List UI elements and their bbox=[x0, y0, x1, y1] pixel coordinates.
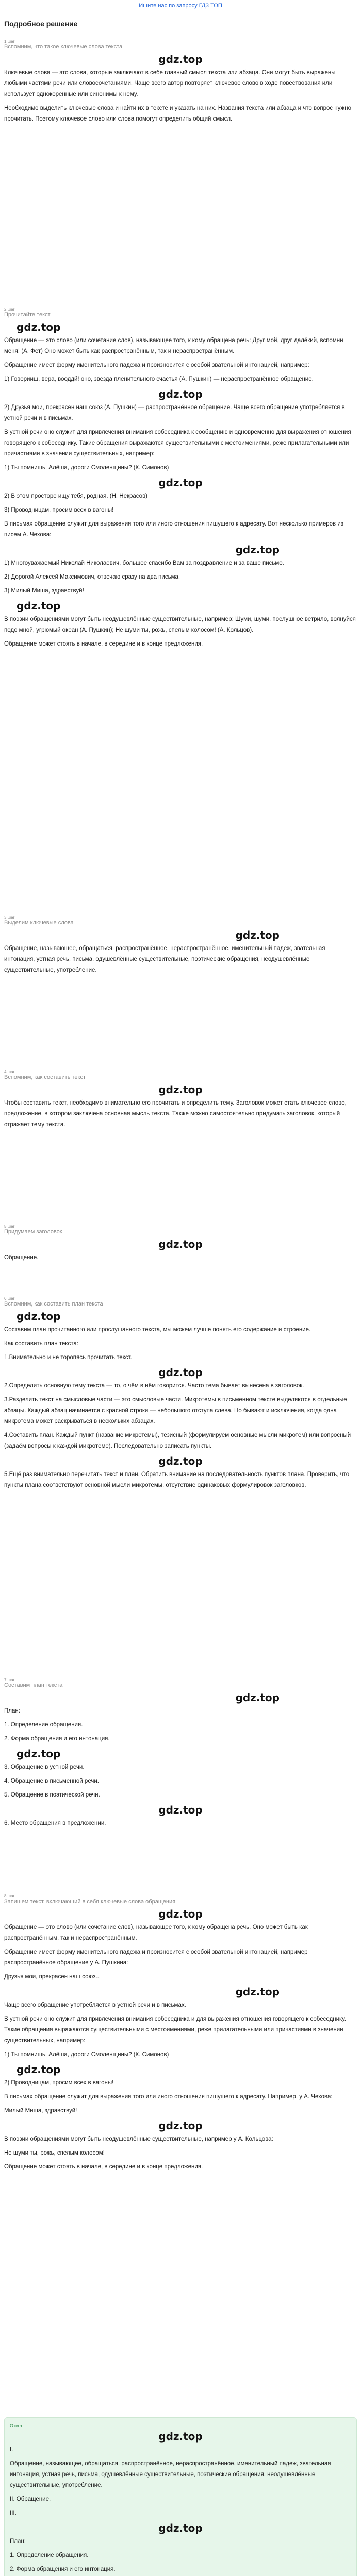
step-block bbox=[4, 301, 357, 909]
step-label: 3 шаг bbox=[4, 915, 15, 920]
step-paragraph: В устной речи оно служит для привлечения внимания собеседника и для выражения отношения говорящего к собеседнику. Такие обращения выражаются существительными с местоимениями, реже прилагательными или причастиями в значении существительных, например: bbox=[4, 2016, 346, 2044]
answer-paragraph: 1. Определение обращения. bbox=[10, 2552, 89, 2558]
step-paragraph: В поэзии обращениями могут быть неодушевлённые существительные, например: Шуми, шуми, послушное ветрило, волнуйся подо мной, угрюмый океан (А. Пушкин); Не шуми ты, рожь, спелым колосом! (А. Кольцов). bbox=[4, 616, 356, 633]
step-paragraph: В письмах обращение служит для выражения того или иного отношения пишущего к адресату. Вот несколько примеров из писем А. Чехова: bbox=[4, 521, 344, 538]
answer-paragraph: III. bbox=[10, 2510, 17, 2516]
watermark: gdz.top bbox=[17, 1310, 61, 1323]
step-paragraph: 1.Внимательно и не торопясь прочитать текст. bbox=[4, 1354, 132, 1361]
step-paragraph: Чтобы составить текст, необходимо внимательно его прочитать и определить тему. Заголовок может стать ключевое слово, предложение, в котором заключена основная мысль текста. Также можно самостоятельно придумать заголовок, который отражает тему текста. bbox=[4, 1100, 347, 1128]
watermark: gdz.top bbox=[158, 477, 203, 489]
step-description: Прочитайте текст bbox=[4, 312, 51, 318]
answer-paragraph: I. bbox=[10, 2447, 13, 2453]
step-paragraph: Обращение. bbox=[4, 1255, 39, 1261]
step-paragraph: Милый Миша, здравствуй! bbox=[4, 2108, 77, 2114]
answer-box bbox=[4, 2417, 357, 2576]
answer-paragraph: Обращение, называющее, обращаться, распространённое, нераспространённое, именительный падеж, звательная интонация, устная речь, письма, одушевлённые существительные, поэтические обращения, неодушевлённые существительные, употребление. bbox=[10, 2461, 331, 2488]
step-block bbox=[4, 1218, 357, 1290]
step-paragraph: 6. Место обращения в предложении. bbox=[4, 1820, 106, 1826]
watermark: gdz.top bbox=[158, 1083, 203, 1096]
step-paragraph: 4. Обращение в письменной речи. bbox=[4, 1778, 99, 1784]
watermark: gdz.top bbox=[158, 1908, 203, 1920]
answer-badge: Ответ bbox=[10, 2423, 23, 2428]
step-paragraph: В поэзии обращениями могут быть неодушевлённые существительные, например у А. Кольцова: bbox=[4, 2136, 273, 2142]
answer-paragraph: II. Обращение. bbox=[10, 2496, 51, 2502]
step-label: 7 шаг bbox=[4, 1677, 15, 1682]
step-paragraph: В устной речи оно служит для привлечения внимания собеседника к сообщению и одновременно для выражения отношения говорящего к собеседнику. Такие обращения выражаются существительными с местоимениями, реже прилагательными или причастиями в значении существительных, например: bbox=[4, 429, 351, 457]
solution-content bbox=[4, 33, 357, 2576]
solution-page bbox=[0, 11, 361, 2576]
watermark: gdz.top bbox=[158, 53, 203, 65]
step-block bbox=[4, 1671, 357, 1888]
watermark: gdz.top bbox=[235, 1691, 280, 1704]
step-paragraph: 3) Милый Миша, здравствуй! bbox=[4, 588, 84, 594]
step-paragraph: 1. Определение обращения. bbox=[4, 1722, 83, 1728]
step-description: Вспомним, что такое ключевые слова текста bbox=[4, 44, 123, 50]
search-hint-link[interactable]: Ищите нас по запросу ГДЗ ТОП bbox=[139, 2, 222, 9]
step-label: 4 шаг bbox=[4, 1070, 15, 1074]
step-paragraph: 3.Разделить текст на смысловые части — это смысловые части. Микротемы в письменном тексте выделяются в отдельные абзацы. Каждый абзац начинается с красной строки — небольшого отступа слева. Но бывают и исключения, когда одна микротема может раскрываться в нескольких абзацах. bbox=[4, 1397, 347, 1425]
watermark: gdz.top bbox=[158, 1238, 203, 1250]
step-block bbox=[4, 33, 357, 301]
step-paragraph: Обращение имеет форму именительного падежа и произносится с особой звательной интонацией, например: bbox=[4, 362, 309, 368]
step-paragraph: В письмах обращение служит для выражения того или иного отношения пишущего к адресату. Например, у А. Чехова: bbox=[4, 2094, 333, 2100]
step-paragraph: 2. Форма обращения и его интонация. bbox=[4, 1736, 110, 1742]
watermark: gdz.top bbox=[158, 2430, 203, 2443]
watermark: gdz.top bbox=[235, 929, 280, 941]
step-description: Запишем текст, включающий в себя ключевые слова обращения bbox=[4, 1899, 176, 1905]
step-description: Вспомним, как составить текст bbox=[4, 1074, 86, 1080]
step-block bbox=[4, 1290, 357, 1671]
step-paragraph: Обращение, называющее, обращаться, распространённое, нераспространённое, именительный падеж, звательная интонация, устная речь, письма, одушевлённые существительные, поэтические обращения, неодушевлённые существительные, употребление. bbox=[4, 945, 325, 973]
step-paragraph: 1) Говорииш, вера, вооддй! оно, звезда пленительного счастья (А. Пушкин) — нераспространённое обращение. bbox=[4, 376, 314, 382]
step-label: 6 шаг bbox=[4, 1296, 15, 1301]
watermark: gdz.top bbox=[158, 2522, 203, 2534]
step-paragraph: 3. Обращение в устной речи. bbox=[4, 1764, 85, 1770]
step-paragraph: Обращение может стоять в начале, в середине и в конце предложения. bbox=[4, 2164, 203, 2170]
step-block bbox=[4, 1063, 357, 1218]
watermark: gdz.top bbox=[17, 2063, 61, 2076]
step-paragraph: Обращение может стоять в начале, в середине и в конце предложения. bbox=[4, 641, 203, 647]
top-search-banner bbox=[0, 0, 361, 11]
step-paragraph: 3) Проводницам, просим всех в вагоны! bbox=[4, 507, 114, 513]
page-title: Подробное решение bbox=[4, 20, 78, 28]
step-paragraph: 2) В этом просторе ищу тебя, родная. (Н. Некрасов) bbox=[4, 493, 148, 499]
step-paragraph: 4.Составить план. Каждый пункт (название микротемы), тезисный (формулируем основные мысли микротем) или вопросный (задаём вопросы к каждой микротеме). Последовательно записать пункты. bbox=[4, 1432, 351, 1449]
step-paragraph: Как составить план текста: bbox=[4, 1341, 78, 1347]
step-block bbox=[4, 1888, 357, 2408]
step-paragraph: 2.Определить основную тему текста — то, о чём в нём говорится. Часто тема бывает вынесена в заголовок. bbox=[4, 1383, 304, 1389]
step-label: 1 шаг bbox=[4, 39, 15, 44]
step-paragraph: Обращение — это слово (или сочетание слов), называющее того, к кому обращена речь: Друг мой, друг далёкий, вспомни меня! (А. Фет) Оно может быть как распространённым, так и нераспространённым. bbox=[4, 337, 343, 354]
watermark: gdz.top bbox=[17, 1748, 61, 1760]
step-paragraph: Необходимо выделить ключевые слова и найти их в тексте и указать на них. Названия текста или абзаца и что вопрос нужно прочитать. Поэтому ключевое слово или слова помогут определить общий смысл. bbox=[4, 105, 351, 122]
step-paragraph: 2) Друзья мои, прекрасен наш союз (А. Пушкин) — распространённое обращение. Чаще всего обращение употребляется в устной речи и в письмах. bbox=[4, 404, 345, 421]
step-paragraph: Чаще всего обращение употребляется в устной речи и в письмах. bbox=[4, 2002, 186, 2008]
step-paragraph: Ключевые слова — это слова, которые заключают в себе главный смысл текста или абзаца. Они могут быть выражены любыми частями речи или словосочетаниями. Чаще всего автор повторяет ключевое слово в ходе повествования или использует однокоренные или синонимы к нему. bbox=[4, 70, 336, 97]
step-paragraph: Составим план прочитанного или прослушанного текста, мы можем лучше понять его содержание и строение. bbox=[4, 1327, 311, 1333]
step-paragraph: 2) Дорогой Алексей Максимович, отвечаю сразу на два письма. bbox=[4, 574, 180, 580]
answer-paragraph: План: bbox=[10, 2538, 26, 2545]
step-paragraph: Не шуми ты, рожь, спелым колосом! bbox=[4, 2150, 105, 2156]
step-description: Вспомним, как составить план текста bbox=[4, 1301, 103, 1307]
watermark: gdz.top bbox=[158, 2120, 203, 2132]
watermark: gdz.top bbox=[158, 1366, 203, 1379]
watermark: gdz.top bbox=[158, 388, 203, 400]
step-paragraph: Друзья мои, прекрасен наш союз... bbox=[4, 1974, 101, 1980]
step-description: Выделим ключевые слова bbox=[4, 920, 74, 926]
watermark: gdz.top bbox=[158, 1804, 203, 1816]
watermark: gdz.top bbox=[235, 1986, 280, 1998]
answer-paragraph: 2. Форма обращения и его интонация. bbox=[10, 2566, 116, 2572]
step-paragraph: 5.Ещё раз внимательно перечитать текст и план. Обратить внимание на последовательность пунктов плана. Проверить, что пункты плана соответствуют основной мысли микротемы, отсутствие одинаковых формулировок заголовков. bbox=[4, 1471, 350, 1488]
step-description: Составим план текста bbox=[4, 1682, 63, 1688]
step-block bbox=[4, 909, 357, 1063]
step-paragraph: Обращение имеет форму именительного падежа и произносится с особой звательной интонацией, например распространённое обращение у А. Пушкина: bbox=[4, 1949, 308, 1966]
step-paragraph: 1) Многоуважаемый Николай Николаевич, большое спасибо Вам за поздравление и за ваше письмо. bbox=[4, 560, 284, 566]
watermark: gdz.top bbox=[17, 321, 61, 333]
step-paragraph: 2) Проводницам, просим всех в вагоны! bbox=[4, 2080, 114, 2086]
step-paragraph: 1) Ты помнишь, Алёша, дороги Смоленщины? (К. Симонов) bbox=[4, 465, 169, 471]
step-paragraph: 1) Ты помнишь, Алёша, дороги Смоленщины? (К. Симонов) bbox=[4, 2052, 169, 2058]
watermark: gdz.top bbox=[158, 1455, 203, 1467]
watermark: gdz.top bbox=[235, 544, 280, 556]
step-label: 5 шаг bbox=[4, 1224, 15, 1229]
step-label: 8 шаг bbox=[4, 1894, 15, 1899]
step-paragraph: Обращение — это слово (или сочетание слов), называющее того, к кому обращена речь. Оно может быть как распространённым, так и нераспространённым. bbox=[4, 1924, 308, 1941]
step-paragraph: План: bbox=[4, 1708, 20, 1714]
watermark: gdz.top bbox=[17, 600, 61, 612]
step-description: Придумаем заголовок bbox=[4, 1229, 62, 1235]
step-paragraph: 5. Обращение в поэтической речи. bbox=[4, 1792, 100, 1798]
step-label: 2 шаг bbox=[4, 307, 15, 312]
